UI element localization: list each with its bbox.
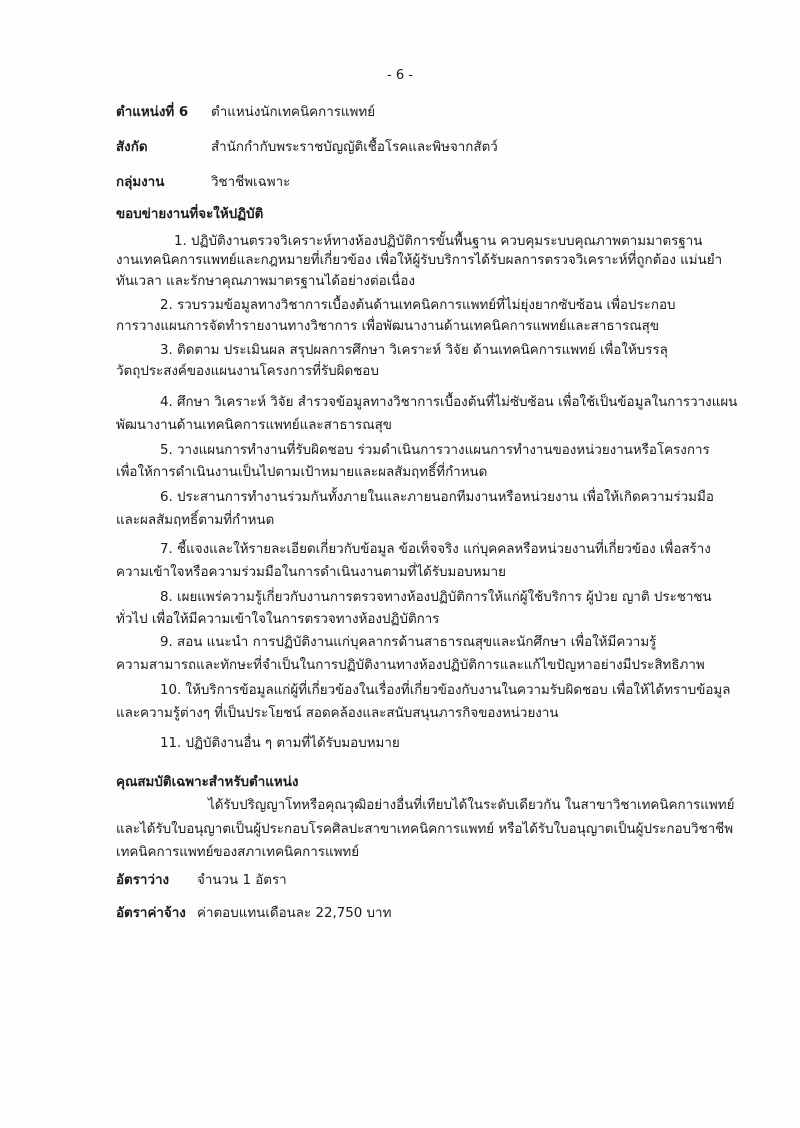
duty-line: 4. ศึกษา วิเคราะห์ วิจัย สำรวจข้อมูลทางวิชาการเบื้องต้นที่ไม่ซับซ้อน เพื่อใช้เป็นข้อมูลในการวางแผน <box>160 395 738 410</box>
vacancy-row <box>116 871 287 891</box>
affiliation-value: สำนักกำกับพระราชบัญญัติเชื้อโรคและพิษจากสัตว์ <box>211 140 498 155</box>
duty-line: พัฒนางานด้านเทคนิคการแพทย์และสาธารณสุข <box>116 418 392 433</box>
qualification-line: เทคนิคการแพทย์ของสภาเทคนิคการแพทย์ <box>116 845 360 860</box>
vacancy-value: จำนวน 1 อัตรา <box>197 873 287 888</box>
position-value: ตำแหน่งนักเทคนิคการแพทย์ <box>211 105 376 120</box>
duty-line: 5. วางแผนการทำงานที่รับผิดชอบ ร่วมดำเนินการวางแผนการทำงานของหน่วยงานหรือโครงการ <box>160 443 710 458</box>
duty-line: วัตถุประสงค์ของแผนงานโครงการที่รับผิดชอบ <box>116 364 379 379</box>
duty-line: ความเข้าใจหรือความร่วมมือในการดำเนินงานตามที่ได้รับมอบหมาย <box>116 565 506 580</box>
qualification-line: และได้รับใบอนุญาตเป็นผู้ประกอบโรคศิลปะสาขาเทคนิคการแพทย์ หรือได้รับใบอนุญาตเป็นผู้ประกอบวิชาชีพ <box>116 822 734 837</box>
position-label: ตำแหน่งที่ 6 <box>116 105 189 120</box>
vacancy-label: อัตราว่าง <box>116 873 170 888</box>
duty-line: และผลสัมฤทธิ์ตามที่กำหนด <box>116 513 275 528</box>
duty-line: ทั่วไป เพื่อให้มีความเข้าใจในการตรวจทางห้องปฏิบัติการ <box>116 612 440 627</box>
duty-line: ทันเวลา และรักษาคุณภาพมาตรฐานได้อย่างต่อเนื่อง <box>116 274 416 289</box>
duty-line: 1. ปฏิบัติงานตรวจวิเคราะห์ทางห้องปฏิบัติการขั้นพื้นฐาน ควบคุมระบบคุณภาพตามมาตรฐาน <box>174 234 703 249</box>
work-group-row <box>116 173 290 193</box>
affiliation-row <box>116 138 498 158</box>
duty-line: 11. ปฏิบัติงานอื่น ๆ ตามที่ได้รับมอบหมาย <box>160 736 400 751</box>
duty-line: 7. ชี้แจงและให้รายละเอียดเกี่ยวกับข้อมูล ข้อเท็จจริง แก่บุคคลหรือหน่วยงานที่เกี่ยวข้อง เพื่อสร้าง <box>160 542 711 557</box>
duties-heading: ขอบข่ายงานที่จะให้ปฏิบัติ <box>116 207 264 222</box>
qualification-line: ได้รับปริญญาโทหรือคุณวุฒิอย่างอื่นที่เทียบได้ในระดับเดียวกัน ในสาขาวิชาเทคนิคการแพทย์ <box>208 798 735 813</box>
work-group-label: กลุ่มงาน <box>116 175 165 190</box>
duty-line: 2. รวบรวมข้อมูลทางวิชาการเบื้องต้นด้านเทคนิคการแพทย์ที่ไม่ยุ่งยากซับซ้อน เพื่อประกอบ <box>160 298 676 313</box>
duty-line: และความรู้ต่างๆ ที่เป็นประโยชน์ สอดคล้องและสนับสนุนภารกิจของหน่วยงาน <box>116 706 559 721</box>
salary-label: อัตราค่าจ้าง <box>116 906 186 921</box>
qualifications-heading: คุณสมบัติเฉพาะสำหรับตำแหน่ง <box>116 775 299 790</box>
duty-line: 3. ติดตาม ประเมินผล สรุปผลการศึกษา วิเคราะห์ วิจัย ด้านเทคนิคการแพทย์ เพื่อให้บรรลุ <box>160 343 668 358</box>
duty-line: ความสามารถและทักษะที่จำเป็นในการปฏิบัติงานทางห้องปฏิบัติการและแก้ไขปัญหาอย่างมีประสิทธิภาพ <box>116 658 705 673</box>
duty-line: การวางแผนการจัดทำรายงานทางวิชาการ เพื่อพัฒนางานด้านเทคนิคการแพทย์และสาธารณสุข <box>116 319 659 334</box>
duty-line: 8. เผยแพร่ความรู้เกี่ยวกับงานการตรวจทางห้องปฏิบัติการให้แก่ผู้ใช้บริการ ผู้ป่วย ญาติ ประชาชน <box>160 590 712 605</box>
duty-line: 9. สอน แนะนำ การปฏิบัติงานแก่บุคลากรด้านสาธารณสุขและนักศึกษา เพื่อให้มีความรู้ <box>160 635 657 650</box>
duty-line: เพื่อให้การดำเนินงานเป็นไปตามเป้าหมายและผลสัมฤทธิ์ที่กำหนด <box>116 465 488 480</box>
work-group-value: วิชาชีพเฉพาะ <box>211 175 291 190</box>
duty-line: 6. ประสานการทำงานร่วมกันทั้งภายในและภายนอกทีมงานหรือหน่วยงาน เพื่อให้เกิดความร่วมมือ <box>160 490 714 505</box>
salary-value: ค่าตอบแทนเดือนละ 22,750 บาท <box>197 906 392 921</box>
salary-row <box>116 904 391 924</box>
page-number: - 6 - <box>387 68 413 83</box>
affiliation-label: สังกัด <box>116 140 148 155</box>
position-row <box>116 103 375 123</box>
duty-line: 10. ให้บริการข้อมูลแก่ผู้ที่เกี่ยวข้องในเรื่องที่เกี่ยวข้องกับงานในความรับผิดชอบ เพื่อให้ได้ทราบข้อมูล <box>160 683 731 698</box>
duty-line: งานเทคนิคการแพทย์และกฎหมายที่เกี่ยวข้อง เพื่อให้ผู้รับบริการได้รับผลการตรวจวิเคราะห์ที่ถูกต้อง แม่นยำ <box>116 253 723 268</box>
